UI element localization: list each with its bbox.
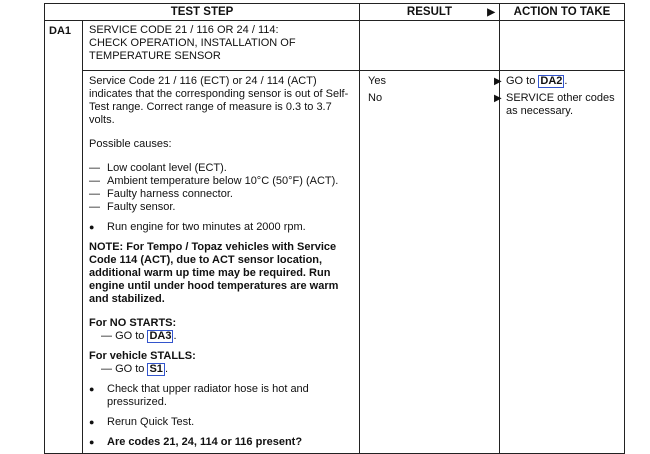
no-starts-goto: — GO to DA3 . — [101, 330, 177, 342]
result-label: No — [368, 92, 383, 104]
cause-item — [89, 162, 353, 175]
step-title-line: CHECK OPERATION, INSTALLATION OF — [89, 37, 296, 49]
step-link-da2[interactable]: DA2 — [540, 75, 563, 87]
rerun-text: Rerun Quick Test. — [107, 416, 195, 428]
cause-text: Faulty harness connector. — [107, 188, 233, 200]
instruction-item — [89, 416, 353, 429]
stalls-label: For vehicle STALLS: — [89, 350, 196, 362]
instruction-item — [89, 436, 353, 449]
cause-text: Low coolant level (ECT). — [107, 162, 227, 174]
action-goto-label: GO to — [506, 75, 536, 87]
step-id: DA1 — [45, 21, 83, 71]
result-no — [368, 92, 502, 105]
header-result-label: RESULT — [406, 5, 453, 18]
action-yes — [506, 75, 620, 92]
arrow-icon: ▶ — [494, 93, 502, 104]
step-id-spacer — [45, 71, 83, 454]
result-label: Yes — [368, 75, 386, 87]
header-result — [360, 4, 500, 21]
result-yes — [368, 75, 502, 92]
goto-label: GO to — [115, 330, 145, 342]
stalls-goto: — GO to S1 . — [101, 363, 168, 375]
bullet-icon: ● — [89, 437, 95, 447]
step-title — [83, 21, 360, 71]
cause-text: Faulty sensor. — [107, 201, 176, 213]
dash-icon: — — [89, 188, 100, 200]
question-text: Are codes 21, 24, 114 or 116 present? — [107, 436, 303, 448]
arrow-icon: ▶ — [487, 7, 495, 18]
dash-icon: — — [89, 175, 100, 187]
actions-cell — [500, 71, 625, 454]
dash-icon: — — [89, 162, 100, 174]
cause-item — [89, 188, 353, 201]
instruction-item — [89, 221, 353, 234]
dash-icon: — — [101, 363, 112, 375]
step-link-s1[interactable]: S1 — [149, 363, 163, 375]
step-title-line: TEMPERATURE SENSOR — [89, 50, 221, 62]
instruction-item — [89, 383, 353, 409]
cause-item — [89, 175, 353, 188]
step-intro: Service Code 21 / 116 (ECT) or 24 / 114 (ACT) indicates that the corresponding sensor is out of Self-Test range. Correct range of measure is 0.3 to 3.7 volts. — [89, 75, 349, 126]
step-body-row — [45, 71, 625, 454]
step-title-row — [45, 21, 625, 71]
header-row — [45, 4, 625, 21]
goto-label: GO to — [115, 363, 145, 375]
note-text: For Tempo / Topaz vehicles with Service Code 114 (ACT), due to ACT sensor location, additional warm up time may be required. Run engine until under hood temperatures are warm and stabilized. — [89, 241, 339, 305]
bullet-icon: ● — [89, 417, 95, 427]
step-title-line: SERVICE CODE 21 / 116 OR 24 / 114: — [89, 24, 279, 36]
possible-causes-label: Possible causes: — [89, 138, 172, 150]
note — [89, 241, 353, 306]
results-cell — [360, 71, 500, 454]
header-test-step: TEST STEP — [45, 4, 360, 21]
action-no: SERVICE other codes as necessary. — [506, 92, 615, 117]
action-suffix: . — [564, 75, 568, 87]
step-body — [83, 71, 360, 454]
action-title-spacer — [500, 21, 625, 71]
no-starts-label: For NO STARTS: — [89, 317, 177, 329]
arrow-icon: ▶ — [494, 76, 502, 87]
test-step-table — [44, 3, 625, 454]
run-engine-text: Run engine for two minutes at 2000 rpm. — [107, 221, 306, 233]
result-title-spacer — [360, 21, 500, 71]
header-action: ACTION TO TAKE — [500, 4, 625, 21]
step-link-da3[interactable]: DA3 — [149, 330, 172, 342]
cause-text: Ambient temperature below 10°C (50°F) (ACT). — [107, 175, 339, 187]
check-hose-text: Check that upper radiator hose is hot and pressurized. — [107, 383, 309, 408]
bullet-icon: ● — [89, 384, 95, 394]
dash-icon: — — [101, 330, 112, 342]
bullet-icon: ● — [89, 222, 95, 232]
note-prefix: NOTE: — [89, 241, 127, 253]
cause-item — [89, 201, 353, 214]
dash-icon: — — [89, 201, 100, 213]
